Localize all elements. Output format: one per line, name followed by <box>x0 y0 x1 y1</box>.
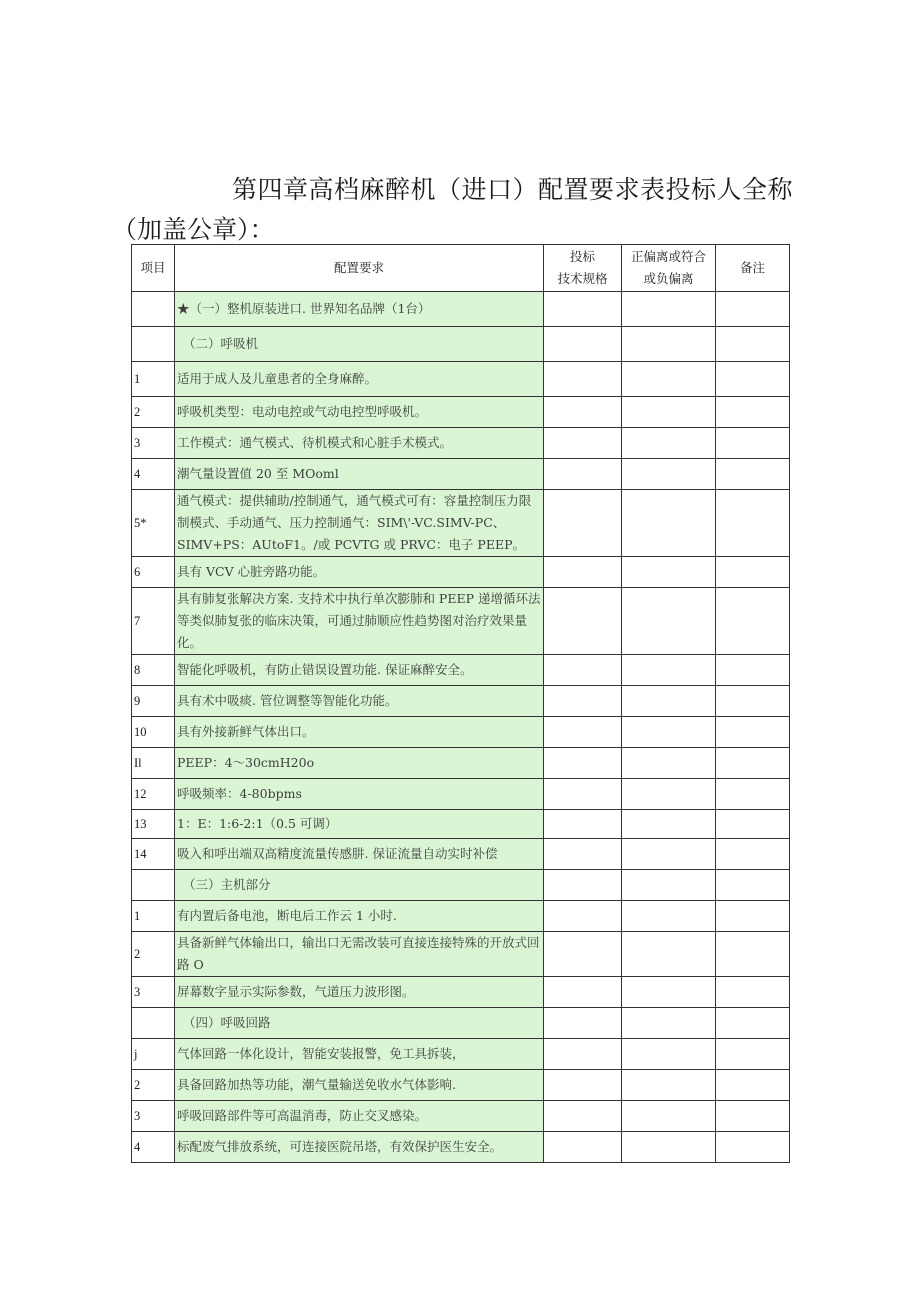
row-number: 14 <box>132 839 175 870</box>
table-row <box>132 655 790 686</box>
deviation-cell[interactable] <box>622 1008 716 1039</box>
requirement-text: 有内置后备电池，断电后工作云 1 小时. <box>175 901 544 932</box>
row-number: 8 <box>132 655 175 686</box>
requirement-text: 具备新鲜气体输出口，输出口无需改装可直接连接特殊的开放式回路 O <box>175 932 544 977</box>
remark-cell[interactable] <box>716 686 790 717</box>
requirement-text: 工作模式：通气模式、待机模式和心脏手术模式。 <box>175 428 544 459</box>
remark-cell[interactable] <box>716 292 790 327</box>
bid-spec-cell[interactable] <box>544 932 622 977</box>
remark-cell[interactable] <box>716 1070 790 1101</box>
row-number: 6 <box>132 557 175 588</box>
remark-cell[interactable] <box>716 327 790 362</box>
row-number: 10 <box>132 717 175 748</box>
table-row <box>132 686 790 717</box>
bid-spec-cell[interactable] <box>544 839 622 870</box>
requirement-text: 气体回路一体化设计，智能安装报警，免工具拆装， <box>175 1039 544 1070</box>
deviation-cell[interactable] <box>622 588 716 655</box>
remark-cell[interactable] <box>716 717 790 748</box>
header-bid-line2: 技术规格 <box>557 271 608 286</box>
table-body <box>132 292 790 1163</box>
bid-spec-cell[interactable] <box>544 977 622 1008</box>
deviation-cell[interactable] <box>622 292 716 327</box>
header-requirement: 配置要求 <box>175 245 544 292</box>
table-row <box>132 901 790 932</box>
deviation-cell[interactable] <box>622 748 716 779</box>
requirement-text: 具有外接新鲜气体出口。 <box>175 717 544 748</box>
row-number: 7 <box>132 588 175 655</box>
document-title: 第四章高档麻醉机（进口）配置要求表投标人全称 <box>232 175 794 204</box>
deviation-cell[interactable] <box>622 810 716 839</box>
table-row <box>132 557 790 588</box>
row-number: 2 <box>132 397 175 428</box>
table-row <box>132 1070 790 1101</box>
deviation-cell[interactable] <box>622 655 716 686</box>
deviation-cell[interactable] <box>622 717 716 748</box>
deviation-cell[interactable] <box>622 1101 716 1132</box>
bid-spec-cell[interactable] <box>544 686 622 717</box>
bid-spec-cell[interactable] <box>544 362 622 397</box>
row-number: j <box>132 1039 175 1070</box>
row-number: 4 <box>132 459 175 490</box>
header-deviation <box>622 245 716 292</box>
requirement-text: 具有 VCV 心脏旁路功能。 <box>175 557 544 588</box>
row-number: 13 <box>132 810 175 839</box>
bid-spec-cell[interactable] <box>544 459 622 490</box>
remark-cell[interactable] <box>716 901 790 932</box>
row-number: 3 <box>132 977 175 1008</box>
requirement-text: PEEP：4～30cmH20o <box>175 748 544 779</box>
row-number: 3 <box>132 428 175 459</box>
bid-spec-cell[interactable] <box>544 870 622 901</box>
remark-cell[interactable] <box>716 459 790 490</box>
table-row <box>132 779 790 810</box>
requirement-text: 智能化呼吸机，有防止错误设置功能. 保证麻醉安全。 <box>175 655 544 686</box>
requirement-text: 通气模式：提供辅助/控制通气，通气模式可有：容量控制压力限制模式、手动通气、压力控制通气：SIM\'-VC.SIMV-PC、SIMV+PS：AUtoF1。/或 PCVTG 或 PRVC：电子 PEEP。 <box>175 490 544 557</box>
deviation-cell[interactable] <box>622 977 716 1008</box>
row-number: 2 <box>132 1070 175 1101</box>
header-deviation-line1: 正偏离或符合 <box>630 249 706 264</box>
row-number: 4 <box>132 1132 175 1163</box>
deviation-cell[interactable] <box>622 362 716 397</box>
deviation-cell[interactable] <box>622 428 716 459</box>
table-row <box>132 1101 790 1132</box>
row-number <box>132 1008 175 1039</box>
remark-cell[interactable] <box>716 490 790 557</box>
table-header-row <box>132 245 790 292</box>
remark-cell[interactable] <box>716 397 790 428</box>
bid-spec-cell[interactable] <box>544 588 622 655</box>
bid-spec-cell[interactable] <box>544 490 622 557</box>
deviation-cell[interactable] <box>622 870 716 901</box>
requirement-text <box>175 839 544 870</box>
document-subtitle: （加盖公章）： <box>112 215 275 244</box>
remark-cell[interactable] <box>716 1039 790 1070</box>
table-row <box>132 292 790 327</box>
bid-spec-cell[interactable] <box>544 292 622 327</box>
deviation-cell[interactable] <box>622 686 716 717</box>
header-item: 项目 <box>132 245 175 292</box>
deviation-cell[interactable] <box>622 490 716 557</box>
remark-cell[interactable] <box>716 870 790 901</box>
remark-cell[interactable] <box>716 748 790 779</box>
configuration-table <box>131 244 790 1163</box>
table-row <box>132 1132 790 1163</box>
remark-cell[interactable] <box>716 588 790 655</box>
header-bid-spec <box>544 245 622 292</box>
table-row <box>132 748 790 779</box>
bid-spec-cell[interactable] <box>544 327 622 362</box>
remark-cell[interactable] <box>716 977 790 1008</box>
deviation-cell[interactable] <box>622 1132 716 1163</box>
header-remark: 备注 <box>716 245 790 292</box>
section-heading: （四）呼吸回路 <box>175 1008 544 1039</box>
table-row <box>132 362 790 397</box>
deviation-cell[interactable] <box>622 901 716 932</box>
table-row <box>132 932 790 977</box>
bid-spec-cell[interactable] <box>544 748 622 779</box>
requirement-text: ★（一）整机原装进口. 世界知名品牌（1台） <box>175 292 544 327</box>
remark-cell[interactable] <box>716 362 790 397</box>
remark-cell[interactable] <box>716 557 790 588</box>
row-number: 3 <box>132 1101 175 1132</box>
bid-spec-cell[interactable] <box>544 655 622 686</box>
remark-cell[interactable] <box>716 839 790 870</box>
table-row <box>132 588 790 655</box>
requirement-text: 具有术中吸痰. 管位调整等智能化功能。 <box>175 686 544 717</box>
requirement-text: 标配废气排放系统，可连接医院吊塔，有效保护医生安全。 <box>175 1132 544 1163</box>
table-row <box>132 839 790 870</box>
deviation-cell[interactable] <box>622 1070 716 1101</box>
bid-spec-cell[interactable] <box>544 428 622 459</box>
row-number <box>132 870 175 901</box>
bid-spec-cell[interactable] <box>544 557 622 588</box>
deviation-cell[interactable] <box>622 327 716 362</box>
requirement-text: 具备回路加热等功能，潮气量输送免收水气体影响. <box>175 1070 544 1101</box>
bid-spec-cell[interactable] <box>544 1070 622 1101</box>
row-number: 1 <box>132 362 175 397</box>
table-row <box>132 870 790 901</box>
deviation-cell[interactable] <box>622 397 716 428</box>
requirement-text: 潮气量设置值 20 至 MOoml <box>175 459 544 490</box>
remark-cell[interactable] <box>716 428 790 459</box>
header-deviation-line2: 或负偏离 <box>643 271 694 286</box>
section-heading: （三）主机部分 <box>175 870 544 901</box>
bid-spec-cell[interactable] <box>544 901 622 932</box>
remark-cell[interactable] <box>716 810 790 839</box>
bid-spec-cell[interactable] <box>544 397 622 428</box>
requirement-text-clipped: 吸入和呼出端双高精度流量传感肼. 保证流量自动实时补偿 <box>177 846 498 861</box>
bid-spec-cell[interactable] <box>544 810 622 839</box>
deviation-cell[interactable] <box>622 932 716 977</box>
requirement-text: 呼吸回路部件等可高温消毒，防止交叉感染。 <box>175 1101 544 1132</box>
table-row <box>132 1039 790 1070</box>
requirement-text: 呼吸机类型：电动电控或气动电控型呼吸机。 <box>175 397 544 428</box>
table-row <box>132 490 790 557</box>
remark-cell[interactable] <box>716 1101 790 1132</box>
requirement-text: 1：E：1:6-2:1（0.5 可调） <box>175 810 544 839</box>
remark-cell[interactable] <box>716 1008 790 1039</box>
row-number: 12 <box>132 779 175 810</box>
requirement-text: 适用于成人及儿童患者的全身麻醉。 <box>175 362 544 397</box>
row-number: Il <box>132 748 175 779</box>
bid-spec-cell[interactable] <box>544 717 622 748</box>
requirement-text: 具有肺复张解决方案. 支持术中执行单次膨肺和 PEEP 递增循环法等类似肺复张的临床决策，可通过肺顺应性趋势图对治疗效果量化。 <box>175 588 544 655</box>
header-bid-line1: 投标 <box>569 249 595 264</box>
row-number <box>132 327 175 362</box>
bid-spec-cell[interactable] <box>544 1008 622 1039</box>
table-row <box>132 717 790 748</box>
remark-cell[interactable] <box>716 1132 790 1163</box>
section-heading: （二）呼吸机 <box>175 327 544 362</box>
deviation-cell[interactable] <box>622 779 716 810</box>
table-row <box>132 397 790 428</box>
requirement-text: 呼吸频率：4-80bpms <box>175 779 544 810</box>
row-number: 1 <box>132 901 175 932</box>
remark-cell[interactable] <box>716 779 790 810</box>
remark-cell[interactable] <box>716 932 790 977</box>
deviation-cell[interactable] <box>622 459 716 490</box>
deviation-cell[interactable] <box>622 1039 716 1070</box>
table-row <box>132 1008 790 1039</box>
deviation-cell[interactable] <box>622 557 716 588</box>
table-row <box>132 327 790 362</box>
table-row <box>132 810 790 839</box>
row-number: 5* <box>132 490 175 557</box>
bid-spec-cell[interactable] <box>544 779 622 810</box>
bid-spec-cell[interactable] <box>544 1132 622 1163</box>
deviation-cell[interactable] <box>622 839 716 870</box>
row-number <box>132 292 175 327</box>
bid-spec-cell[interactable] <box>544 1039 622 1070</box>
row-number: 2 <box>132 932 175 977</box>
table-row <box>132 459 790 490</box>
bid-spec-cell[interactable] <box>544 1101 622 1132</box>
remark-cell[interactable] <box>716 655 790 686</box>
table-row <box>132 428 790 459</box>
row-number: 9 <box>132 686 175 717</box>
table-row <box>132 977 790 1008</box>
requirement-text: 屏幕数字显示实际参数，气道压力波形图。 <box>175 977 544 1008</box>
